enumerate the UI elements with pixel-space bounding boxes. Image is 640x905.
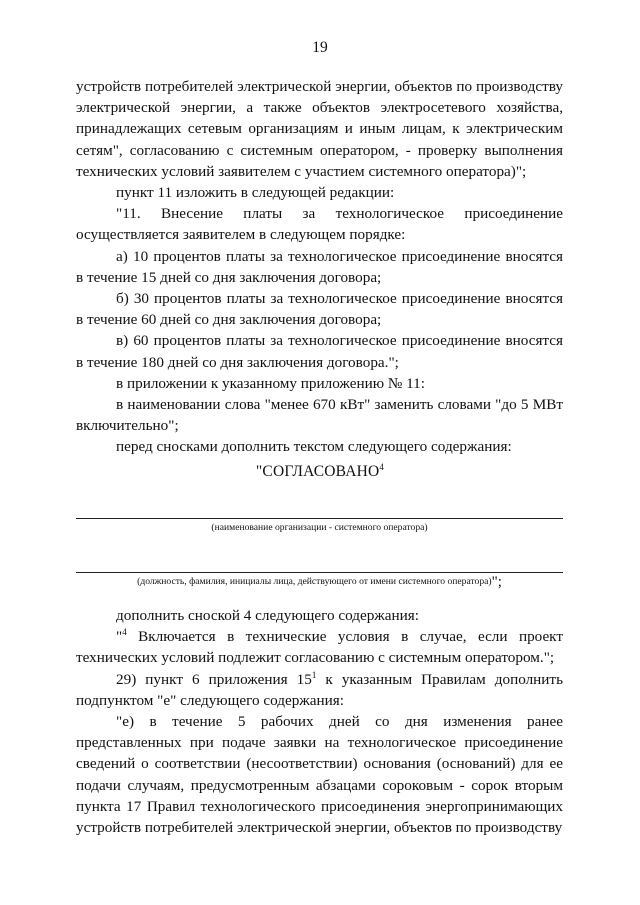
item-29-text-b: к указанным Правилам дополнить подпунктом "е" следующего содержания: <box>76 670 563 709</box>
paragraph: а) 10 процентов платы за технологическое присоединение вносятся в течение 15 дней со дня заключения договора; <box>76 247 563 286</box>
page-number: 19 <box>312 39 328 56</box>
quote-open: " <box>116 628 123 646</box>
signature-title-text: "СОГЛАСОВАНО <box>255 463 380 480</box>
caption-organization: (наименование организации - системного оператора) <box>211 522 428 533</box>
footnote-text: Включается в технические условия в случае, если проект технических условий подлежит согласованию с системным оператором."; <box>76 628 563 667</box>
paragraph: в приложении к указанному приложению № 11: <box>116 374 425 392</box>
paragraph-footnote <box>76 626 563 668</box>
paragraph: в) 60 процентов платы за технологическое присоединение вносятся в течение 180 дней со дня заключения договора."; <box>76 332 563 371</box>
caption-official <box>76 576 563 588</box>
paragraph: устройств потребителей электрической энергии, объектов по производству электрической энергии, а также объектов электросетевого хозяйства, принадлежащих сетевым организациям и иным лицам, к электрическим сетям", согласованию с системным оператором, - проверку выполнения технических условий заявителем с участием системного оператора)"; <box>76 78 563 180</box>
footnote-mark: 4 <box>379 461 385 472</box>
paragraph: пункт 11 изложить в следующей редакции: <box>116 184 395 202</box>
paragraph: "11. Внесение платы за технологическое присоединение осуществляется заявителем в следующем порядке: <box>76 205 563 244</box>
body-text-bottom <box>76 605 563 838</box>
caption-official-tail: "; <box>491 574 502 590</box>
item-29-text-a: 29) пункт 6 приложения 15 <box>116 670 312 688</box>
paragraph-item-29 <box>76 669 563 711</box>
paragraph: б) 30 процентов платы за технологическое присоединение вносятся в течение 60 дней со дня заключения договора; <box>76 290 563 329</box>
signature-title <box>0 463 640 481</box>
paragraph: "е) в течение 5 рабочих дней со дня изменения ранее представленных при подаче заявки на технологическое присоединение сведений о соответствии (несоответствии) основания (оснований) для ее подачи случаям, предусмотренным абзацами сороковым - сорок вторым пункта 17 Правил технологического присоединения энергопринимающих устройств потребителей электрической энергии, объектов по производству <box>76 713 563 837</box>
caption-official-text: (должность, фамилия, инициалы лица, действующего от имени системного оператора) <box>137 576 492 587</box>
signature-line-official <box>76 572 563 573</box>
footnote-mark: 4 <box>122 627 127 638</box>
superscript: 1 <box>311 669 317 680</box>
paragraph: дополнить сноской 4 следующего содержания: <box>116 607 419 624</box>
body-text-top <box>76 76 563 458</box>
paragraph: перед сносками дополнить текстом следующего содержания: <box>116 438 512 456</box>
paragraph: в наименовании слова "менее 670 кВт" заменить словами "до 5 МВт включительно"; <box>76 396 563 435</box>
signature-line-organization <box>76 518 563 519</box>
